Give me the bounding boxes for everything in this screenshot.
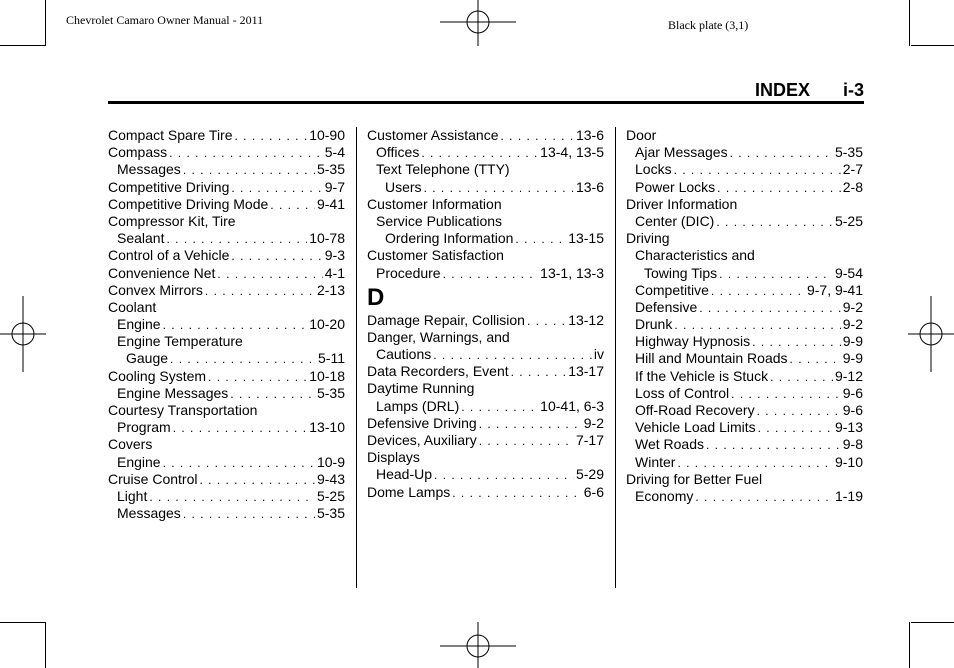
index-entry-term: Customer Information	[367, 195, 502, 212]
index-entry-term: Head-Up	[376, 466, 433, 483]
index-entry	[108, 196, 345, 213]
index-entry-term: Door	[626, 127, 657, 143]
index-entry-page-reference: 10-90	[309, 127, 345, 143]
dot-leader	[719, 266, 833, 282]
index-entry-page-reference: 9-41	[316, 195, 345, 212]
index-entry-page-reference: 5-29	[575, 466, 604, 483]
index-entry	[367, 144, 604, 161]
crop-mark-bottom-right-horizontal	[911, 622, 954, 623]
crop-mark-bottom-left-horizontal	[0, 622, 45, 623]
index-entry	[626, 471, 863, 488]
dot-leader	[452, 485, 582, 501]
index-entry-term: Engine Temperature	[117, 333, 243, 350]
index-entry	[626, 419, 863, 436]
dot-leader	[205, 283, 315, 299]
index-entry	[367, 346, 604, 363]
index-entry-term: Off-Road Recovery	[635, 402, 755, 418]
index-entry	[367, 247, 604, 264]
index-entry-term: Program	[117, 419, 171, 436]
index-entry	[108, 333, 345, 350]
index-entry-term: Customer Satisfaction	[367, 247, 504, 264]
dot-leader	[758, 420, 833, 436]
index-entry-term: Ordering Information	[385, 230, 514, 247]
index-entry-term: Defensive	[635, 298, 698, 315]
index-entry	[626, 282, 863, 299]
crop-mark-bottom-right-vertical	[909, 622, 910, 668]
index-entry-term: Customer Assistance	[367, 127, 499, 143]
index-entry	[367, 484, 604, 501]
index-entry-page-reference: 10-41, 6-3	[540, 397, 604, 414]
dot-leader	[790, 351, 841, 367]
index-entry	[367, 466, 604, 483]
index-entry	[108, 213, 345, 230]
section-letter: D	[367, 283, 385, 311]
index-entry-page-reference: 1-19	[834, 487, 863, 504]
index-entry-term: Cruise Control	[108, 470, 198, 487]
index-entry-term: Procedure	[376, 264, 441, 281]
index-entry	[108, 299, 345, 316]
index-entry-term: Loss of Control	[635, 384, 730, 401]
page-title	[108, 80, 864, 102]
column-divider-2	[615, 127, 616, 588]
dot-leader	[270, 197, 315, 213]
index-entry-term: Displays	[367, 449, 420, 466]
dot-leader	[711, 283, 805, 299]
index-entry-term: Ajar Messages	[635, 144, 728, 161]
index-entry	[108, 419, 345, 436]
crop-mark-bottom-left-vertical	[45, 622, 46, 668]
index-column-3	[626, 127, 863, 505]
index-entry-page-reference: 2-7	[842, 161, 863, 178]
index-entry	[626, 196, 863, 213]
index-entry-term: Sealant	[117, 230, 165, 247]
dot-leader	[235, 128, 308, 144]
index-entry-term: Convenience Net	[108, 264, 216, 281]
index-entry-page-reference: 9-7, 9-41	[806, 281, 863, 298]
index-entry	[626, 350, 863, 367]
index-entry	[108, 350, 345, 367]
dot-leader	[757, 403, 841, 419]
index-entry	[367, 127, 604, 144]
index-entry-term: Users	[385, 178, 422, 195]
index-entry-page-reference: 9-2	[842, 298, 863, 315]
index-entry	[367, 398, 604, 415]
index-entry	[108, 161, 345, 178]
index-entry-page-reference: 9-9	[842, 333, 863, 350]
dot-leader	[752, 334, 841, 350]
index-entry	[108, 265, 345, 282]
index-entry	[626, 247, 863, 264]
dot-leader	[731, 386, 841, 402]
index-entry-term: Economy	[635, 487, 694, 504]
index-entry	[108, 505, 345, 522]
index-entry	[626, 436, 863, 453]
index-entry-term: Control of a Vehicle	[108, 247, 230, 264]
index-entry-page-reference: 9-3	[324, 247, 345, 264]
index-entry	[108, 402, 345, 419]
dot-leader	[511, 364, 567, 380]
index-entry	[626, 144, 863, 161]
dot-leader	[674, 162, 841, 178]
index-entry	[367, 415, 604, 432]
index-entry	[626, 402, 863, 419]
index-entry-term: Characteristics and	[635, 247, 755, 264]
index-entry-page-reference: iv	[593, 346, 604, 363]
dot-leader	[183, 162, 315, 178]
dot-leader	[527, 313, 566, 329]
dot-leader	[716, 214, 833, 230]
index-entry-page-reference: 2-8	[842, 178, 863, 195]
crop-mark-top-right-vertical	[909, 0, 910, 46]
crop-mark-top-right-horizontal	[911, 45, 954, 46]
index-entry-page-reference: 10-9	[316, 453, 345, 470]
dot-leader	[434, 467, 574, 483]
index-entry-term: Engine	[117, 316, 161, 333]
dot-leader	[183, 506, 315, 522]
index-entry	[367, 265, 604, 282]
index-entry	[108, 230, 345, 247]
column-divider-1	[356, 127, 357, 588]
index-entry-term: Compact Spare Tire	[108, 127, 233, 143]
index-entry-term: Daytime Running	[367, 380, 475, 397]
dot-leader	[770, 369, 833, 385]
index-entry-term: Lamps (DRL)	[376, 397, 460, 414]
index-entry-page-reference: 2-13	[316, 281, 345, 298]
index-entry	[626, 333, 863, 350]
index-entry	[108, 282, 345, 299]
index-column-1	[108, 127, 345, 522]
index-entry-page-reference: 9-9	[842, 350, 863, 367]
index-entry-term: Winter	[635, 453, 676, 470]
index-entry-page-reference: 5-4	[324, 144, 345, 161]
crop-mark-top-left-horizontal	[0, 45, 45, 46]
index-entry-page-reference: 13-17	[568, 363, 604, 380]
index-entry-term: Locks	[635, 161, 672, 178]
index-entry-page-reference: 5-35	[316, 161, 345, 178]
dot-leader	[515, 231, 566, 247]
index-entry	[108, 144, 345, 161]
index-entry-term: Compass	[108, 144, 168, 161]
index-entry	[626, 368, 863, 385]
index-entry	[108, 471, 345, 488]
index-entry-page-reference: 13-15	[568, 230, 604, 247]
index-entry-term: Gauge	[126, 350, 169, 367]
index-entry	[367, 196, 604, 213]
index-entry-term: Messages	[117, 505, 181, 522]
dot-leader	[169, 145, 323, 161]
dot-leader	[230, 386, 315, 402]
registration-mark-right-icon	[908, 296, 954, 372]
dot-leader	[674, 317, 840, 333]
index-entry	[626, 316, 863, 333]
dot-leader	[501, 128, 574, 144]
index-entry-page-reference: 7-17	[575, 432, 604, 448]
index-entry-page-reference: 5-35	[834, 144, 863, 161]
index-entry-page-reference: 13-6	[575, 127, 604, 143]
index-entry-page-reference: 13-10	[309, 419, 345, 436]
index-entry-page-reference: 9-6	[842, 402, 863, 418]
dot-leader	[173, 420, 308, 436]
index-entry-page-reference: 13-6	[575, 178, 604, 195]
index-entry-page-reference: 9-13	[834, 419, 863, 436]
dot-leader	[461, 399, 538, 415]
index-entry-term: Messages	[117, 161, 181, 178]
index-entry	[626, 454, 863, 471]
index-entry	[108, 436, 345, 453]
index-entry-term: Highway Hypnosis	[635, 333, 751, 350]
index-entry-term: Driving	[626, 230, 670, 247]
index-entry-page-reference: 9-2	[583, 414, 604, 431]
index-entry-page-reference: 13-1, 13-3	[540, 264, 604, 281]
index-entry-page-reference: 4-1	[324, 264, 345, 281]
index-entry-page-reference: 5-25	[316, 487, 345, 504]
index-entry-term: Dome Lamps	[367, 483, 451, 500]
index-entry	[108, 316, 345, 333]
index-entry-page-reference: 9-43	[316, 470, 345, 487]
index-entry-page-reference: 5-35	[316, 384, 345, 401]
index-entry	[626, 230, 863, 247]
dot-leader	[163, 317, 308, 333]
index-entry-page-reference: 9-10	[834, 453, 863, 470]
dot-leader	[695, 489, 833, 505]
index-entry-term: Drunk	[635, 316, 673, 333]
page-number: i-3	[842, 80, 864, 100]
index-entry	[626, 213, 863, 230]
index-entry-page-reference: 9-54	[834, 264, 863, 281]
index-entry-page-reference: 9-2	[842, 316, 863, 333]
index-entry-term: Cooling System	[108, 367, 207, 384]
dot-leader	[730, 145, 833, 161]
index-entry-term: Defensive Driving	[367, 414, 477, 431]
dot-leader	[717, 180, 841, 196]
index-entry-page-reference: 9-7	[324, 178, 345, 195]
index-entry	[626, 161, 863, 178]
index-entry	[367, 363, 604, 380]
dot-leader	[231, 180, 322, 196]
index-entry-term: Hill and Mountain Roads	[635, 350, 788, 367]
dot-leader	[433, 347, 592, 363]
dot-leader	[443, 266, 539, 282]
index-entry-page-reference: 5-25	[834, 212, 863, 229]
index-entry-term: Damage Repair, Collision	[367, 311, 525, 328]
running-header-right: Black plate (3,1)	[668, 18, 749, 32]
index-column-2	[367, 127, 604, 501]
registration-mark-top-icon	[440, 0, 516, 46]
index-entry-term: Wet Roads	[635, 436, 704, 453]
index-entry-term: Competitive Driving	[108, 178, 230, 195]
index-entry-page-reference: 10-20	[309, 316, 345, 333]
registration-mark-bottom-icon	[440, 622, 516, 668]
index-entry-term: Driving for Better Fuel	[626, 470, 763, 487]
index-entry-page-reference: 13-12	[568, 311, 604, 328]
index-entry-term: Danger, Warnings, and	[367, 328, 510, 345]
index-entry-term: Cautions	[376, 346, 432, 363]
index-entry-term: If the Vehicle is Stuck	[635, 367, 769, 384]
index-entry-page-reference: 9-6	[842, 384, 863, 401]
index-entry-page-reference: 9-8	[842, 436, 863, 453]
dot-leader	[479, 416, 582, 432]
index-entry-page-reference: 5-11	[318, 350, 345, 367]
index-entry-page-reference: 6-6	[583, 483, 604, 500]
index-entry	[367, 161, 604, 178]
index-entry	[626, 488, 863, 505]
index-entry-term: Engine Messages	[117, 384, 229, 401]
dot-leader	[166, 231, 307, 247]
index-entry	[108, 488, 345, 505]
index-entry	[108, 127, 345, 144]
dot-leader	[231, 248, 322, 264]
index-entry-term: Covers	[108, 436, 153, 453]
dot-leader	[699, 300, 841, 316]
index-entry	[626, 385, 863, 402]
index-entry-page-reference: 9-12	[834, 367, 863, 384]
index-entry	[367, 213, 604, 230]
index-entry-page-reference: 10-18	[309, 367, 345, 384]
index-entry	[626, 299, 863, 316]
index-entry-term: Light	[117, 487, 148, 504]
title-rule	[108, 101, 864, 104]
dot-leader	[424, 180, 574, 196]
index-entry	[367, 449, 604, 466]
dot-leader	[170, 351, 316, 367]
index-entry-term: Center (DIC)	[635, 212, 715, 229]
dot-leader	[199, 472, 314, 488]
index-entry	[108, 385, 345, 402]
dot-leader	[706, 437, 841, 453]
index-entry	[367, 230, 604, 247]
index-entry-term: Driver Information	[626, 195, 738, 212]
index-entry-term: Courtesy Transportation	[108, 402, 258, 418]
index-entry-term: Data Recorders, Event	[367, 363, 509, 380]
index-entry-term: Convex Mirrors	[108, 281, 203, 298]
dot-leader	[217, 266, 322, 282]
index-entry	[108, 179, 345, 196]
index-entry-term: Vehicle Load Limits	[635, 419, 756, 436]
index-entry-term: Coolant	[108, 298, 157, 315]
index-entry-page-reference: 10-78	[309, 230, 345, 247]
index-entry	[367, 380, 604, 397]
index-entry-page-reference: 13-4, 13-5	[540, 144, 604, 161]
dot-leader	[421, 145, 538, 161]
index-entry	[367, 432, 604, 449]
index-entry	[626, 127, 863, 144]
index-entry-term: Service Publications	[376, 212, 503, 229]
page-title-word: INDEX	[754, 80, 810, 100]
index-entry-term: Towing Tips	[644, 264, 718, 281]
index-entry-page-reference: 5-35	[316, 505, 345, 522]
index-entry-term: Compressor Kit, Tire	[108, 212, 236, 229]
index-entry-term: Text Telephone (TTY)	[376, 161, 510, 178]
dot-leader	[208, 369, 307, 385]
dot-leader	[479, 433, 574, 449]
index-entry	[367, 329, 604, 346]
index-entry-term: Competitive Driving Mode	[108, 195, 269, 212]
registration-mark-left-icon	[0, 296, 46, 372]
dot-leader	[677, 455, 833, 471]
index-entry-term: Devices, Auxiliary	[367, 432, 477, 448]
index-entry-term: Offices	[376, 144, 420, 161]
index-entry	[108, 247, 345, 264]
dot-leader	[163, 455, 315, 471]
index-entry-term: Competitive	[635, 281, 709, 298]
dot-leader	[149, 489, 315, 505]
index-entry	[367, 312, 604, 329]
index-entry	[626, 265, 863, 282]
index-entry-term: Power Locks	[635, 178, 716, 195]
index-entry	[108, 454, 345, 471]
index-entry-term: Engine	[117, 453, 161, 470]
running-header-left: Chevrolet Camaro Owner Manual - 2011	[66, 13, 264, 27]
index-entry	[626, 179, 863, 196]
crop-mark-top-left-vertical	[45, 0, 46, 46]
index-entry	[367, 179, 604, 196]
index-entry	[108, 368, 345, 385]
